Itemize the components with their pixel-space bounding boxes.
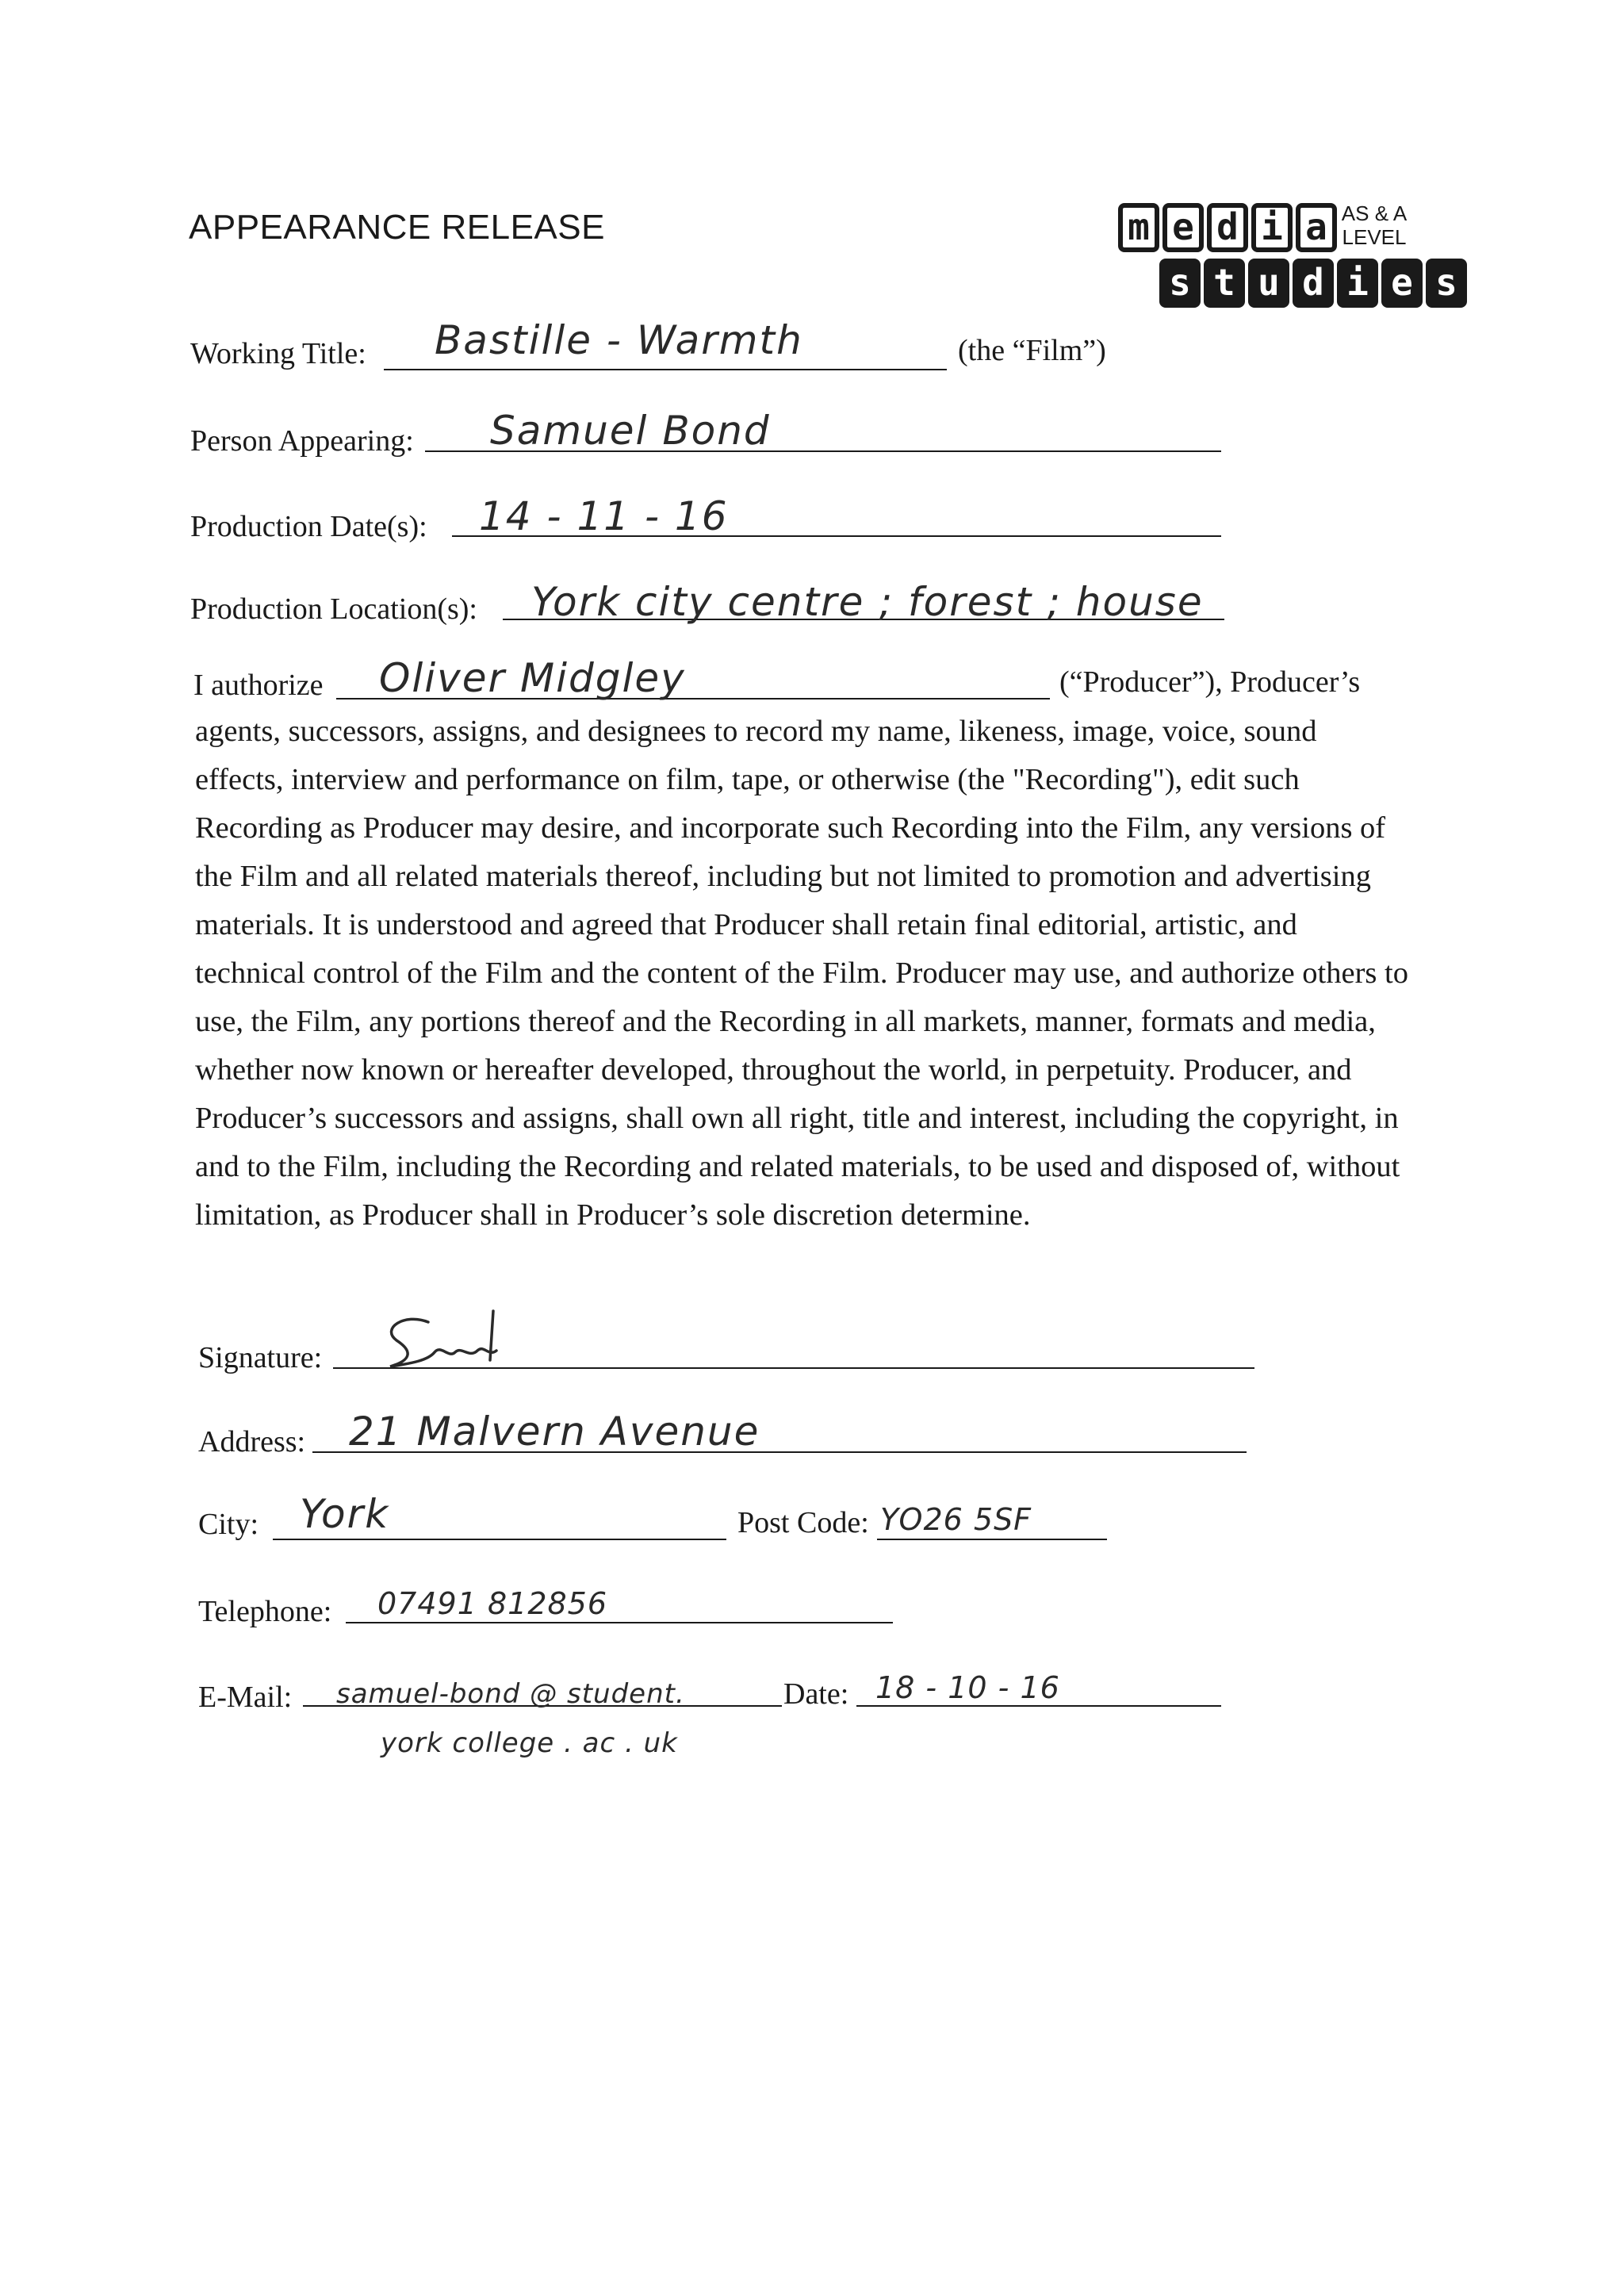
production-location-label: Production Location(s):	[190, 592, 477, 626]
logo-letter: e	[1162, 203, 1204, 252]
person-appearing-label: Person Appearing:	[190, 424, 414, 458]
signature-label: Signature:	[198, 1341, 323, 1374]
logo-level-text: AS & A LEVEL	[1341, 201, 1408, 249]
city-line[interactable]	[273, 1539, 726, 1540]
logo-letter: i	[1337, 259, 1378, 308]
production-date-label: Production Date(s):	[190, 510, 427, 543]
logo-top-row	[1118, 203, 1337, 252]
signature-drawing	[373, 1305, 531, 1384]
logo-bottom-row	[1159, 259, 1467, 308]
postcode-value: YO26 5SF	[880, 1502, 1032, 1537]
working-title-value: Bastille - Warmth	[435, 317, 803, 363]
film-suffix: (the “Film”)	[958, 334, 1106, 367]
telephone-value: 07491 812856	[377, 1586, 608, 1621]
city-value: York	[300, 1491, 390, 1537]
person-appearing-value: Samuel Bond	[490, 408, 771, 454]
postcode-line[interactable]	[877, 1539, 1107, 1540]
email-value-line2: york college . ac . uk	[381, 1727, 678, 1759]
logo-letter: s	[1159, 259, 1201, 308]
email-label: E-Mail:	[198, 1681, 293, 1714]
logo-letter: i	[1251, 203, 1293, 252]
logo-letter: a	[1296, 203, 1337, 252]
logo-letter: m	[1118, 203, 1159, 252]
logo-letter: u	[1248, 259, 1289, 308]
address-value: 21 Malvern Avenue	[349, 1409, 760, 1455]
telephone-line[interactable]	[346, 1622, 893, 1623]
working-title-label: Working Title:	[190, 337, 366, 370]
logo-letter: d	[1293, 259, 1334, 308]
logo-letter: s	[1426, 259, 1467, 308]
telephone-label: Telephone:	[198, 1595, 332, 1628]
postcode-label: Post Code:	[737, 1506, 869, 1539]
release-body-text: agents, successors, assigns, and designees to record my name, likeness, image, voice, sound effects, interview and performance on film, tape, or otherwise (the "Recording"), edit such Recording as Producer may desire, and incorporate such Recording into the Film, any versions of the Film and all related materials thereof, including but not limited to promotion and advertising materials. It is understood and agreed that Producer shall retain final editorial, artistic, and technical control of the Film and the content of the Film. Producer may use, and authorize others to use, the Film, any portions thereof and the Recording in all markets, manner, formats and media, whether now known or hereafter developed, throughout the world, in perpetuity. Producer, and Producer’s successors and assigns, shall own all right, title and interest, including the copyright, in and to the Film, including the Recording and related materials, to be used and disposed of, without limitation, as Producer shall in Producer’s sole discretion determine.	[195, 715, 1408, 1232]
email-value-line1: samuel-bond @ student.	[336, 1678, 685, 1710]
page-title: APPEARANCE RELEASE	[189, 208, 605, 247]
authorize-label: I authorize	[193, 669, 324, 702]
email-date-line[interactable]	[856, 1705, 1221, 1707]
logo-letter: e	[1381, 259, 1423, 308]
city-label: City:	[198, 1508, 259, 1541]
production-location-value: York city centre ; forest ; house	[531, 579, 1204, 625]
logo-letter: d	[1207, 203, 1248, 252]
logo-letter: t	[1204, 259, 1245, 308]
address-label: Address:	[198, 1425, 306, 1458]
production-date-value: 14 - 11 - 16	[479, 493, 729, 539]
producer-suffix: (“Producer”), Producer’s	[1059, 665, 1361, 699]
media-studies-logo	[1118, 197, 1457, 316]
working-title-line[interactable]	[384, 369, 947, 370]
producer-value: Oliver Midgley	[379, 655, 686, 701]
email-date-label: Date:	[783, 1677, 849, 1711]
email-date-value: 18 - 10 - 16	[875, 1670, 1060, 1705]
